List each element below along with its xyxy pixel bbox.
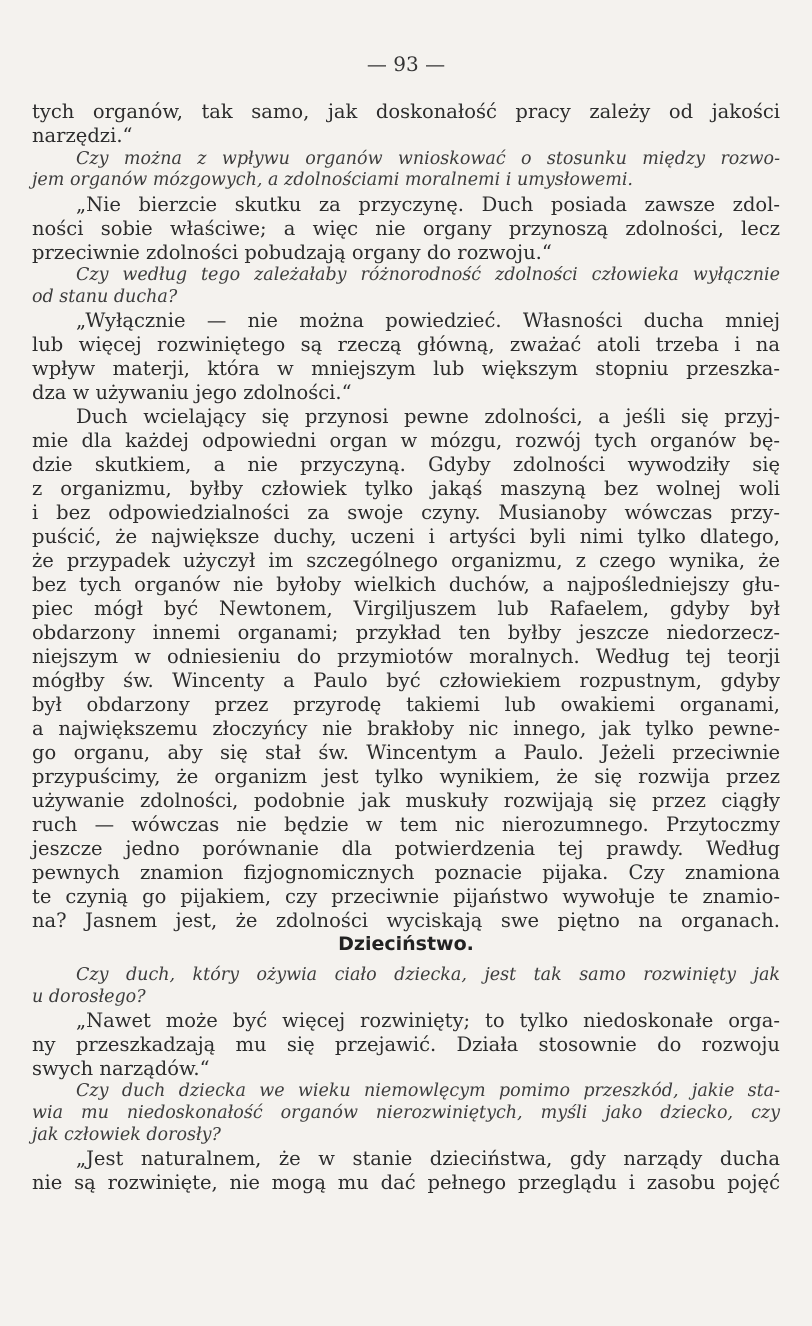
text-line: „Nawet może być więcej rozwinięty; to tylko niedoskonałe orga- — [76, 1009, 780, 1032]
text-line: lub więcej rozwiniętego są rzeczą główną, zważać atoli trzeba i na — [32, 333, 780, 356]
text-line: niejszym w odniesieniu do przymiotów moralnych. Według tej teorji — [32, 645, 780, 668]
text-line: wpływ materji, która w mniejszym lub większym stopniu przeszka- — [32, 357, 780, 380]
section-heading: Dzieciństwo. — [338, 933, 474, 955]
text-line: jeszcze jedno porównanie dla potwierdzenia tej prawdy. Według — [32, 837, 780, 860]
text-line: ruch — wówczas nie będzie w tem nic nierozumnego. Przytoczmy — [32, 813, 780, 836]
question-line: jem organów mózgowych, a zdolnościami moralnemi i umysłowemi. — [32, 170, 633, 190]
text-line: Duch wcielający się przynosi pewne zdolności, a jeśli się przyj- — [76, 405, 780, 428]
text-line: z organizmu, byłby człowiek tylko jakąś maszyną bez wolnej woli — [32, 477, 780, 500]
text-line: że przypadek użyczył im szczególnego organizmu, z czego wynika, że — [32, 549, 780, 572]
question-line: Czy według tego zależałaby różnorodność zdolności człowieka wyłącznie — [76, 265, 780, 285]
question-line: Czy duch dziecka we wieku niemowlęcym pomimo przeszkód, jakie sta- — [76, 1081, 780, 1101]
text-line: nie są rozwinięte, nie mogą mu dać pełnego przeglądu i zasobu pojęć — [32, 1171, 780, 1194]
text-line: puścić, że największe duchy, uczeni i artyści byli nimi tylko dlatego, — [32, 525, 780, 548]
question-line: od stanu ducha? — [32, 287, 178, 307]
question-line: Czy można z wpływu organów wnioskować o stosunku między rozwo- — [76, 149, 780, 169]
text-line: dza w używaniu jego zdolności.“ — [32, 381, 352, 404]
text-line: „Nie bierzcie skutku za przyczynę. Duch posiada zawsze zdol- — [76, 193, 780, 216]
text-line: przypuścimy, że organizm jest tylko wynikiem, że się rozwija przez — [32, 765, 780, 788]
text-line: używanie zdolności, podobnie jak muskuły rozwijają się przez ciągły — [32, 789, 780, 812]
text-line: mógłby św. Wincenty a Paulo być człowiekiem rozpustnym, gdyby — [32, 669, 780, 692]
text-line: obdarzony innemi organami; przykład ten byłby jeszcze niedorzecz- — [32, 621, 780, 644]
question-line: jak człowiek dorosły? — [32, 1125, 221, 1145]
text-line: pewnych znamion fizjognomicznych poznacie pijaka. Czy znamiona — [32, 861, 780, 884]
question-line: u dorosłego? — [32, 987, 146, 1007]
text-line: te czynią go pijakiem, czy przeciwnie pijaństwo wywołuje te znamio- — [32, 885, 780, 908]
page-number: — 93 — — [366, 52, 446, 76]
text-line: na? Jasnem jest, że zdolności wyciskają swe piętno na organach. — [32, 909, 780, 932]
text-line: ny przeszkadzają mu się przejawić. Działa stosownie do rozwoju — [32, 1033, 780, 1056]
text-line: ności sobie właściwe; a więc nie organy przynoszą zdolności, lecz — [32, 217, 780, 240]
text-line: był obdarzony przez przyrodę takiemi lub owakiemi organami, — [32, 693, 780, 716]
text-line: narzędzi.“ — [32, 124, 133, 147]
text-line: tych organów, tak samo, jak doskonałość pracy zależy od jakości — [32, 100, 780, 123]
text-line: swych narządów.“ — [32, 1057, 210, 1080]
text-line: piec mógł być Newtonem, Virgiljuszem lub Rafaelem, gdyby był — [32, 597, 780, 620]
text-line: a największemu złoczyńcy nie brakłoby nic innego, jak tylko pewne- — [32, 717, 780, 740]
question-line: Czy duch, który ożywia ciało dziecka, jest tak samo rozwinięty jak — [76, 965, 780, 985]
text-line: dzie skutkiem, a nie przyczyną. Gdyby zdolności wywodziły się — [32, 453, 780, 476]
text-line: bez tych organów nie byłoby wielkich duchów, a najpośledniejszy głu- — [32, 573, 780, 596]
text-line: mie dla każdej odpowiedni organ w mózgu, rozwój tych organów bę- — [32, 429, 780, 452]
text-line: „Jest naturalnem, że w stanie dzieciństwa, gdy narządy ducha — [76, 1147, 780, 1170]
text-line: „Wyłącznie — nie można powiedzieć. Własności ducha mniej — [76, 309, 780, 332]
text-line: go organu, aby się stał św. Wincentym a Paulo. Jeżeli przeciwnie — [32, 741, 780, 764]
text-line: przeciwnie zdolności pobudzają organy do rozwoju.“ — [32, 241, 552, 264]
question-line: wia mu niedoskonałość organów nierozwiniętych, myśli jako dziecko, czy — [32, 1103, 780, 1123]
text-line: i bez odpowiedzialności za swoje czyny. Musianoby wówczas przy- — [32, 501, 780, 524]
